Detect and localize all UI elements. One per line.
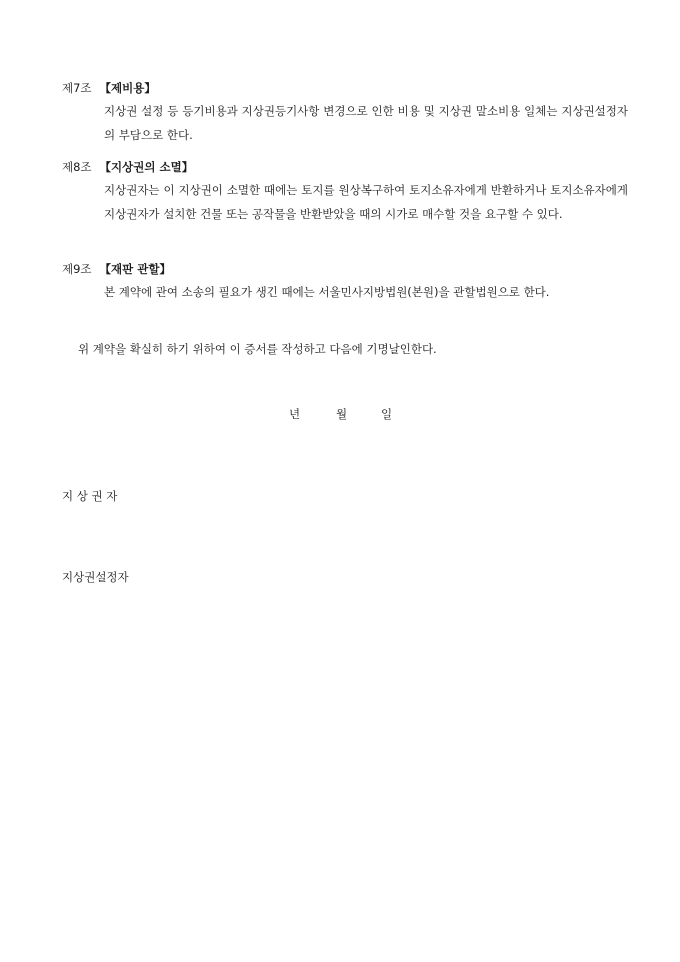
date-line [0, 405, 680, 423]
article-text: 본 계약에 관여 소송의 필요가 생긴 때에는 서울민사지방법원(본원)을 관할법원으로 한다. [104, 285, 550, 299]
grantor-label: 지상권설정자 [62, 570, 129, 584]
article-number: 제7조 [62, 81, 92, 95]
article-title: 【지상권의 소멸】 [99, 160, 194, 174]
article-heading [62, 159, 628, 175]
article-body [104, 178, 628, 226]
article-heading [62, 80, 628, 96]
article-8 [62, 159, 628, 226]
article-9 [62, 261, 628, 304]
article-heading [62, 261, 628, 277]
article-body [104, 280, 628, 304]
closing-statement: 위 계약을 확실히 하기 위하여 이 증서를 작성하고 다음에 기명날인한다. [78, 342, 437, 356]
article-body [104, 99, 628, 147]
superficiary-label: 지 상 권 자 [62, 489, 118, 503]
article-number: 제8조 [62, 160, 92, 174]
article-7 [62, 80, 628, 147]
date-day-label: 일 [381, 407, 393, 421]
date-month-label: 월 [336, 407, 348, 421]
article-text: 지상권자는 이 지상권이 소멸한 때에는 토지를 원상복구하여 토지소유자에게 반환하거나 토지소유자에게 지상권자가 설치한 건물 또는 공작물을 반환받았을 때의 시가로 매수할 것을 요구할 수 있다. [104, 183, 628, 221]
article-text: 지상권 설정 등 등기비용과 지상권등기사항 변경으로 인한 비용 및 지상권 말소비용 일체는 지상권설정자의 부담으로 한다. [104, 104, 628, 142]
date-year-label: 년 [289, 407, 301, 421]
article-title: 【재판 관할】 [99, 262, 171, 276]
article-title: 【제비용】 [99, 81, 156, 95]
article-number: 제9조 [62, 262, 92, 276]
